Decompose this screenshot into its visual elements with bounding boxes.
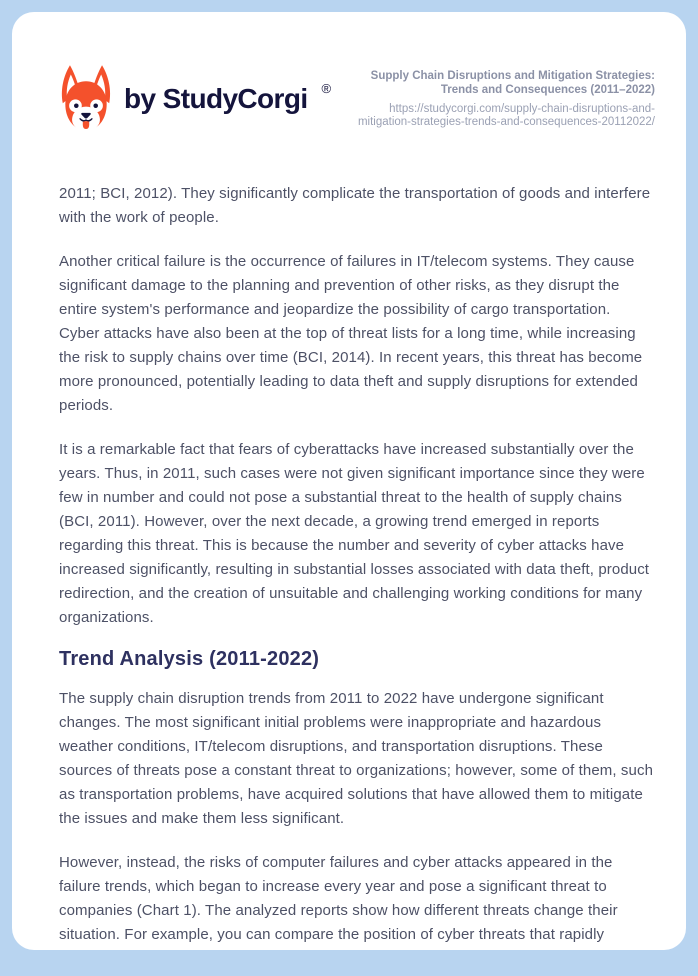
document-title-line1: Supply Chain Disruptions and Mitigation Strategies: <box>370 69 655 82</box>
section-heading: Trend Analysis (2011-2022) <box>59 648 320 670</box>
document-meta <box>358 69 655 130</box>
registered-trademark-symbol: ® <box>321 80 332 96</box>
corgi-logo-icon <box>59 62 113 136</box>
page-header <box>59 62 655 136</box>
paragraph: 2011; BCI, 2012). They significantly complicate the transportation of goods and interfere with the work of people. <box>59 185 651 226</box>
document-url-link[interactable] <box>358 103 655 130</box>
paragraph: The supply chain disruption trends from 2011 to 2022 have undergone significant changes. The most significant initial problems were inappropriate and hazardous weather conditions, IT/telecom disruptions, and transportation disruptions. These sources of threats pose a constant threat to organizations; however, some of them, such as transportation problems, have acquired solutions that have allowed them to mitigate the issues and make them less significant. <box>59 690 654 827</box>
document-title-line2: Trends and Consequences (2011–2022) <box>440 84 655 96</box>
paragraph: Another critical failure is the occurrence of failures in IT/telecom systems. They cause significant damage to the planning and prevention of other risks, as they disrupt the entire system's performance and jeopardize the possibility of cargo transportation. Cyber attacks have also been at the top of threat lists for a long time, while increasing the risk to supply chains over time (BCI, 2014). In recent years, this threat has become more pronounced, potentially leading to data theft and supply disruptions for extended periods. <box>59 253 643 414</box>
document-title <box>358 69 655 98</box>
document-url-line2[interactable]: mitigation-strategies-trends-and-consequences-20112022/ <box>357 116 655 128</box>
document-card <box>12 12 686 950</box>
paragraph: It is a remarkable fact that fears of cyberattacks have increased substantially over the years. Thus, in 2011, such cases were not given significant importance since they were few in number and could not pose a substantial threat to the health of supply chains (BCI, 2011). However, over the next decade, a growing trend emerged in reports regarding this threat. This is because the number and severity of cyber attacks have increased significantly, resulting in substantial losses associated with data theft, product redirection, and the creation of unsuitable and challenging working conditions for many organizations. <box>59 441 650 626</box>
document-body <box>59 182 655 947</box>
brand-name: by StudyCorgi <box>124 83 308 114</box>
paragraph: However, instead, the risks of computer failures and cyber attacks appeared in the failure trends, which began to increase every year and pose a significant threat to companies (Chart 1). The analyzed reports show how different threats change their situation. For example, you can compare the position of cyber threats that rapidly <box>59 854 618 943</box>
studycorgi-logo[interactable] <box>59 62 331 136</box>
document-url-line1[interactable]: https://studycorgi.com/supply-chain-disruptions-and- <box>389 102 655 115</box>
